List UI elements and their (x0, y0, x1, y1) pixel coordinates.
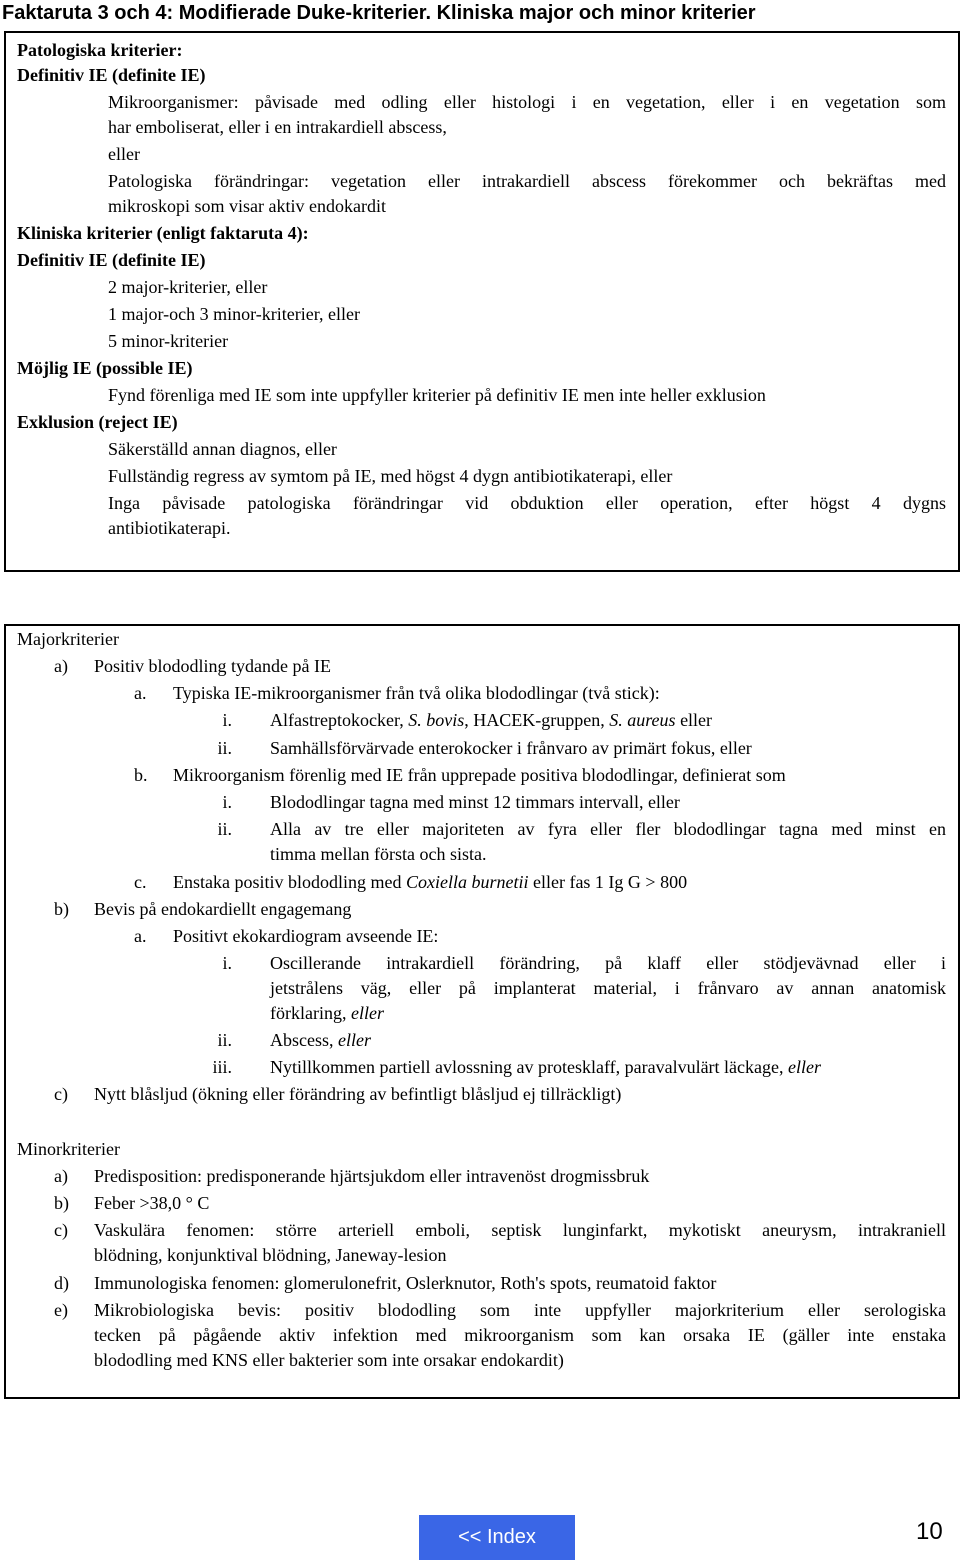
minor-item-e-line3: blododling med KNS eller bakterier som inte orsakar endokardit) (94, 1350, 564, 1370)
minor-criteria-heading: Minorkriterier (17, 1139, 120, 1159)
major-item-b: Bevis på endokardiellt engagemang (94, 899, 352, 919)
major-item-b-a-i-line2: jetstrålens väg, eller på implanterat material, i frånvaro av annan anatomisk (270, 978, 946, 998)
clinical-criteria-heading: Kliniska kriterier (enligt faktaruta 4): (17, 223, 309, 243)
or-connector: eller (108, 144, 140, 164)
index-button[interactable]: << Index (419, 1515, 575, 1560)
list-marker: c. (134, 872, 147, 892)
definite-criterion-item: 5 minor-kriterier (108, 331, 229, 351)
list-marker: i. (222, 710, 232, 730)
major-item-b-a-iii: Nytillkommen partiell avlossning av protesklaff, paravalvulärt läckage, eller (270, 1057, 822, 1077)
major-item-b-a-ii: Abscess, eller (270, 1030, 371, 1050)
list-marker: ii. (217, 738, 232, 758)
list-marker: a. (134, 926, 147, 946)
exclusion-item-line1: Inga påvisade patologiska förändringar vid obduktion eller operation, efter högst 4 dygns (108, 493, 946, 513)
major-item-b-a-i-line3: förklaring, eller (270, 1003, 384, 1023)
exclusion-item: Säkerställd annan diagnos, eller (108, 439, 337, 459)
minor-item-e-line2: tecken på pågående aktiv infektion med mikroorganism som kan orsaka IE (gäller inte enstaka (94, 1325, 946, 1345)
list-marker: ii. (217, 1030, 232, 1050)
minor-item-c-line2: blödning, konjunktival blödning, Janeway-lesion (94, 1245, 447, 1265)
possible-ie-text: Fynd förenliga med IE som inte uppfyller kriterier på definitiv IE men inte heller exklusion (108, 385, 766, 405)
major-item-a-a-i: Alfastreptokocker, S. bovis, HACEK-gruppen, S. aureus eller (270, 710, 713, 730)
list-marker: i. (222, 953, 232, 973)
major-item-b-a-i-line1: Oscillerande intrakardiell förändring, på klaff eller stödjevävnad eller i (270, 953, 946, 973)
exclusion-heading: Exklusion (reject IE) (17, 412, 178, 432)
list-marker: b) (54, 899, 69, 919)
major-item-a-a-ii: Samhällsförvärvade enterokocker i frånvaro av primärt fokus, eller (270, 738, 752, 758)
major-item-a-a: Typiska IE-mikroorganismer från två olika blododlingar (två stick): (173, 683, 660, 703)
list-marker: a. (134, 683, 147, 703)
list-marker: iii. (212, 1057, 232, 1077)
list-marker: a) (54, 656, 68, 676)
list-marker: b) (54, 1193, 69, 1213)
definite-criterion-item: 2 major-kriterier, eller (108, 277, 268, 297)
minor-item-b: Feber >38,0 ° C (94, 1193, 210, 1213)
definite-ie-heading: Definitiv IE (definite IE) (17, 65, 206, 85)
list-marker: e) (54, 1300, 68, 1320)
pathological-changes-line2: mikroskopi som visar aktiv endokardit (108, 196, 386, 216)
microorganisms-text-line2: har emboliserat, eller i en intrakardiell abscess, (108, 117, 447, 137)
definite-criterion-item: 1 major-och 3 minor-kriterier, eller (108, 304, 360, 324)
definite-ie-heading-clinical: Definitiv IE (definite IE) (17, 250, 206, 270)
list-marker: b. (134, 765, 148, 785)
major-item-c: Nytt blåsljud (ökning eller förändring av befintligt blåsljud ej tillräckligt) (94, 1084, 622, 1104)
major-item-a-b-ii-line1: Alla av tre eller majoriteten av fyra eller fler blododlingar tagna med minst en (270, 819, 946, 839)
list-marker: a) (54, 1166, 68, 1186)
major-item-a: Positiv blododling tydande på IE (94, 656, 331, 676)
exclusion-item: Fullständig regress av symtom på IE, med högst 4 dygn antibiotikaterapi, eller (108, 466, 673, 486)
major-item-a-b: Mikroorganism förenlig med IE från upprepade positiva blododlingar, definierat som (173, 765, 786, 785)
minor-item-c-line1: Vaskulära fenomen: större arteriell emboli, septisk lunginfarkt, mykotiskt aneurysm, intrakraniell (94, 1220, 946, 1240)
list-marker: ii. (217, 819, 232, 839)
minor-item-a: Predisposition: predisponerande hjärtsjukdom eller intravenöst drogmissbruk (94, 1166, 650, 1186)
possible-ie-heading: Möjlig IE (possible IE) (17, 358, 193, 378)
page-title: Faktaruta 3 och 4: Modifierade Duke-kriterier. Kliniska major och minor kriterier (2, 2, 756, 24)
list-marker: c) (54, 1220, 68, 1240)
list-marker: i. (222, 792, 232, 812)
page-number: 10 (916, 1518, 943, 1545)
list-marker: d) (54, 1273, 69, 1293)
pathological-changes-line1: Patologiska förändringar: vegetation eller intrakardiell abscess förekommer och bekräftas med (108, 171, 946, 191)
minor-item-d: Immunologiska fenomen: glomerulonefrit, Oslerknutor, Roth's spots, reumatoid faktor (94, 1273, 717, 1293)
major-item-b-a: Positivt ekokardiogram avseende IE: (173, 926, 439, 946)
major-criteria-heading: Majorkriterier (17, 629, 119, 649)
microorganisms-text-line1: Mikroorganismer: påvisade med odling eller histologi i en vegetation, eller i en vegetation som (108, 92, 946, 112)
minor-item-e-line1: Mikrobiologiska bevis: positiv blododling som inte uppfyller majorkriterium eller serologiska (94, 1300, 946, 1320)
major-item-a-b-i: Blododlingar tagna med minst 12 timmars intervall, eller (270, 792, 680, 812)
pathological-criteria-heading: Patologiska kriterier: (17, 40, 183, 60)
list-marker: c) (54, 1084, 68, 1104)
exclusion-item-line2: antibiotikaterapi. (108, 518, 231, 538)
major-item-a-c: Enstaka positiv blododling med Coxiella burnetii eller fas 1 Ig G > 800 (173, 872, 688, 892)
major-item-a-b-ii-line2: timma mellan första och sista. (270, 844, 487, 864)
